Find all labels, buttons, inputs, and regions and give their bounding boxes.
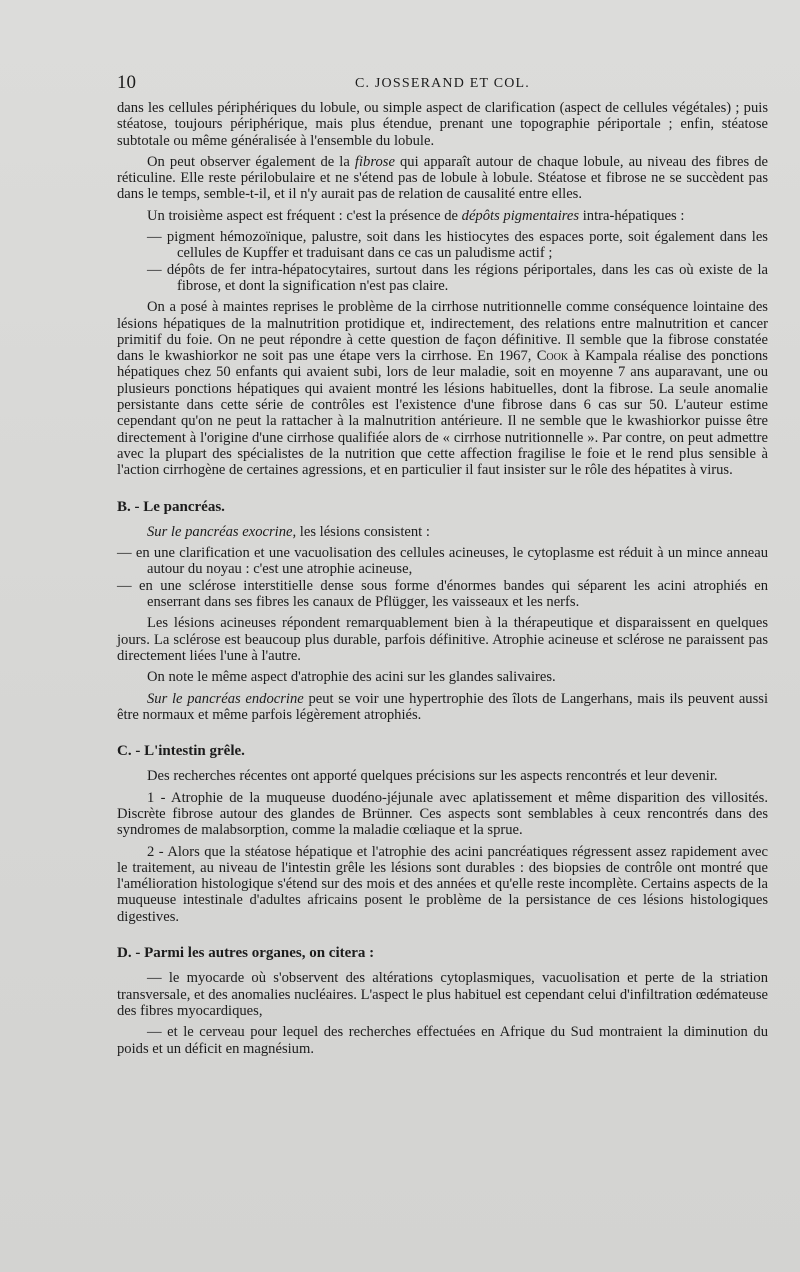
section-heading-pancreas: B. - Le pancréas. xyxy=(117,498,225,515)
term-depots-pigmentaires: dépôts pigmentaires xyxy=(461,207,580,224)
paragraph-myocarde: — le myocarde où s'observent des altérations cytoplasmiques, vacuolisation et perte de la striation transversale, et des anomalies nucléaires. L'aspect le plus habituel est cependant celui d'infiltration œdémateuse des fibres myocardiques, xyxy=(117,970,768,1019)
page-body xyxy=(117,100,768,1057)
pancreas-list xyxy=(117,545,768,610)
list-item: — dépôts de fer intra-hépatocytaires, surtout dans les régions périportales, dans les cas où existe de la fibrose, et dont la signification n'est pas claire. xyxy=(147,261,768,294)
paragraph-pancreas-exocrine: Sur le pancréas exocrine, les lésions consistent : xyxy=(147,523,430,540)
paragraph-cerveau: — et le cerveau pour lequel des recherches effectuées en Afrique du Sud montraient la diminution du poids et un déficit en magnésium. xyxy=(117,1024,768,1057)
paragraph-lesions-durables: 2 - Alors que la stéatose hépatique et l'atrophie des acini pancréatiques régressent assez rapidement avec le traitement, au niveau de l'intestin grêle les lésions sont durables : des biopsies de contrôle ont montré que l'amélioration histologique s'étend sur des mois et des années et qu'elle reste incomplète. Certains aspects de la muqueuse intestinale d'adultes africains posent le problème de la persistance de ces lésions histologiques digestives. xyxy=(117,843,768,925)
paragraph-pigments: Un troisième aspect est fréquent : c'est la présence de dépôts pigmentaires intra-hépatiques : xyxy=(147,207,685,224)
section-heading-intestin: C. - L'intestin grêle. xyxy=(117,743,245,760)
page-number: 10 xyxy=(117,72,136,93)
running-head: C. JOSSERAND ET COL. xyxy=(354,76,531,91)
list-item: — en une clarification et une vacuolisation des cellules acineuses, le cytoplasme est réduit à un mince anneau autour du noyau : c'est une atrophie acineuse, xyxy=(117,545,768,578)
list-item: — en une sclérose interstitielle dense sous forme d'énormes bandes qui séparent les acini atrophiés en enserrant dans ses fibres les canaux de Pflügger, les vaisseaux et les nerfs. xyxy=(117,577,768,611)
author-name: Cook xyxy=(536,348,569,365)
paragraph-recherches: Des recherches récentes ont apporté quelques précisions sur les aspects rencontrés et leur devenir. xyxy=(147,768,718,785)
paragraph-pancreas-endocrine: Sur le pancréas endocrine peut se voir une hypertrophie des îlots de Langerhans, mais ils peuvent aussi être normaux et même parfois légèrement atrophiés. xyxy=(117,690,769,723)
paragraph-fibrose: On peut observer également de la fibrose qui apparaît autour de chaque lobule, au niveau des fibres de réticuline. Elle reste périlobulaire et ne s'étend pas de lobule à lobule. Stéatose et fibrose ne se succèdent pas dans le temps, semble-t-il, et il n'y aurait pas de relation de causalité entre elles. xyxy=(117,153,768,203)
page-header xyxy=(117,70,768,100)
section-heading-autres-organes: D. - Parmi les autres organes, on citera : xyxy=(117,945,375,962)
list-item: — pigment hémozoïnique, palustre, soit dans les histiocytes des espaces porte, soit également dans les cellules de Kupffer et traduisant dans ce cas un paludisme actif ; xyxy=(147,229,768,262)
pigment-list xyxy=(117,229,768,294)
paragraph-steatose: dans les cellules périphériques du lobule, ou simple aspect de clarification (aspect de cellules végétales) ; puis stéatose, toujours périphérique, mais plus étendue, prenant une topographie périportale ; enfin, stéatose subtotale ou même généralisée à l'ensemble du lobule. xyxy=(117,100,768,149)
paragraph-glandes-salivaires: On note le même aspect d'atrophie des acini sur les glandes salivaires. xyxy=(147,669,556,686)
term-fibrose: fibrose xyxy=(354,153,395,170)
paragraph-atrophie-muqueuse: 1 - Atrophie de la muqueuse duodéno-jéjunale avec aplatissement et même disparition des villosités. Discrète fibrose autour des glandes de Brünner. Ces aspects sont semblables à ceux rencontrés dans des syndromes de malabsorption, comme la maladie cœliaque et la sprue. xyxy=(117,789,768,839)
paragraph-cirrhose: On a posé à maintes reprises le problème de la cirrhose nutritionnelle comme conséquence lointaine des lésions hépatiques de la malnutrition protidique et, indirectement, des relations entre malnutrition et cancer primitif du foie. On ne peut répondre à cette question de façon définitive. Il semble que la fibrose constatée dans le kwashiorkor ne soit pas une étape vers la cirrhose. En 1967, Cook à Kampala réalise des ponctions hépatiques chez 50 enfants qui avaient subi, lors de leur maladie, soit en moyenne 7 ans auparavant, une ou plusieurs ponctions hépatiques qui avaient montré les lésions habituelles, dont la fibrose. La seule anomalie persistante dans cette série de contrôles est l'existence d'une fibrose dans 6 cas sur 50. L'auteur estime cependant qu'on ne peut la rattacher à la malnutrition antérieure. Il ne semble que le kwashiorkor puisse être directement à l'origine d'une cirrhose qualifiée alors de « cirrhose nutritionnelle ». Par contre, on peut admettre avec la plupart des spécialistes de la nutrition que cette affection fragilise le foie et le rend plus sensible à l'action cirrhogène de certaines agressions, et en particulier il faut insister sur le rôle des hépatites à virus. xyxy=(117,299,768,479)
paragraph-lesions-acineuses: Les lésions acineuses répondent remarquablement bien à la thérapeutique et disparaissent en quelques jours. La sclérose est beaucoup plus durable, parfois définitive. Atrophie acineuse et sclérose ne paraissent pas directement liées l'une à l'autre. xyxy=(117,615,768,664)
